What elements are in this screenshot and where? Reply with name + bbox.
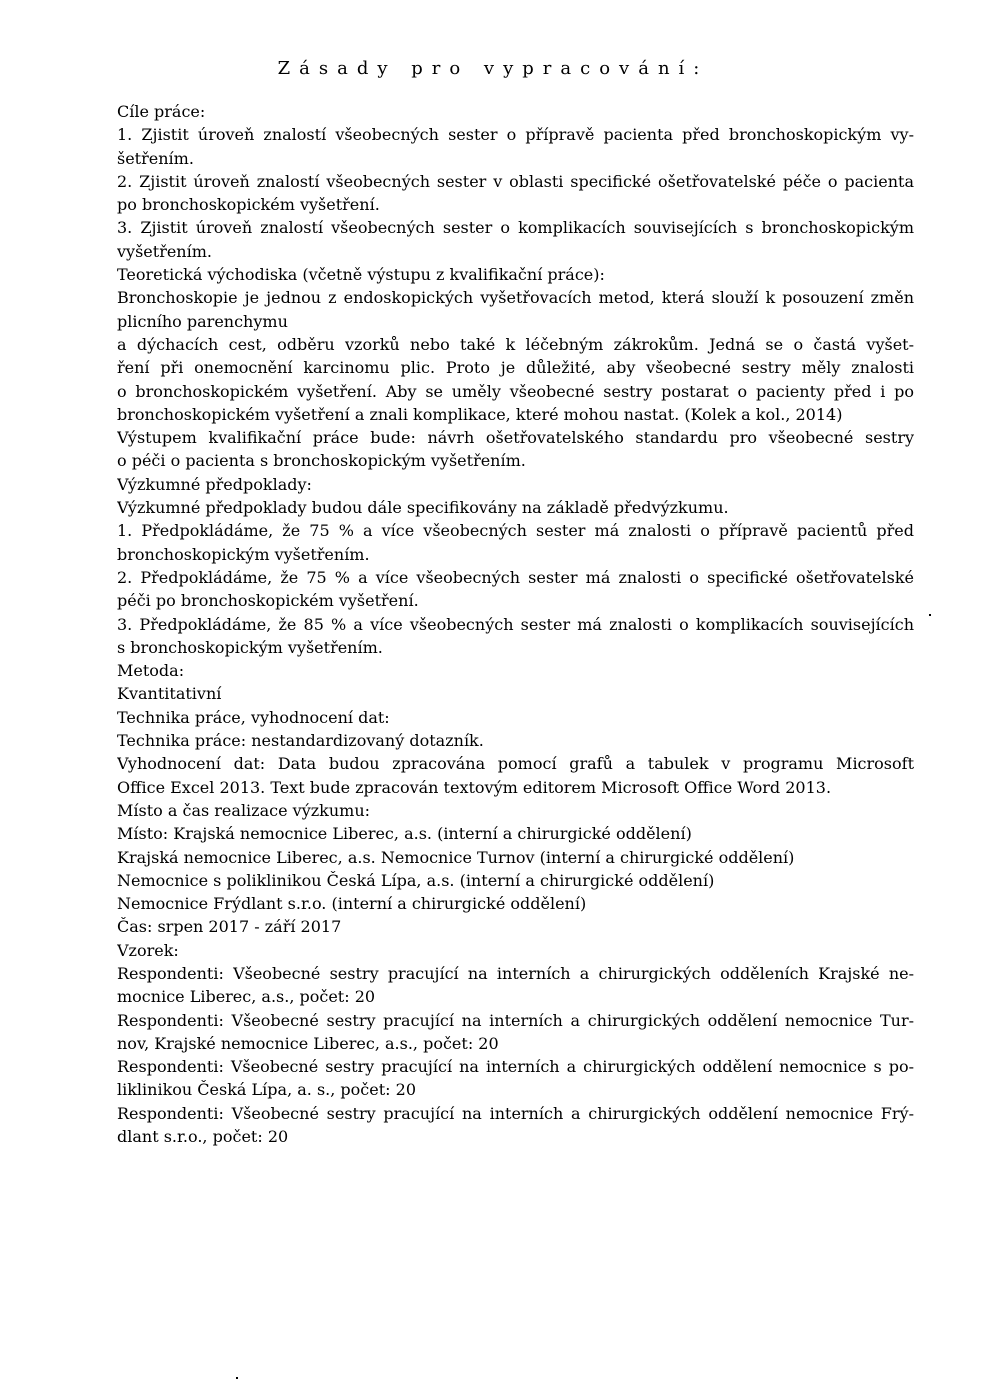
text-line: Metoda: [117, 661, 185, 681]
page-heading: Zásady pro vypracování: [277, 58, 709, 79]
text-line: Místo: Krajská nemocnice Liberec, a.s. (interní a chirurgické oddělení) [117, 824, 692, 844]
text-line: a dýchacích cest, odběru vzorků nebo také k léčebným zákrokům. Jedná se o častá vyšet- [117, 334, 914, 354]
text-line: péči po bronchoskopickém vyšetření. [117, 591, 419, 611]
text-line: Vyhodnocení dat: Data budou zpracována pomocí grafů a tabulek v programu Microsoft [117, 754, 914, 774]
text-line: mocnice Liberec, a.s., počet: 20 [117, 987, 376, 1007]
scan-speck [236, 1377, 238, 1379]
text-line: bronchoskopickém vyšetření a znali komplikace, které mohou nastat. (Kolek a kol., 2014) [117, 404, 843, 424]
text-line: 3. Předpokládáme, že 85 % a více všeobecných sester má znalosti o komplikacích souvisejících [117, 614, 914, 634]
text-line: 2. Zjistit úroveň znalostí všeobecných sester v oblasti specifické ošetřovatelské péče o pacienta [117, 171, 914, 191]
text-line: Výzkumné předpoklady: [117, 474, 312, 494]
text-line: bronchoskopickým vyšetřením. [117, 544, 370, 564]
text-line: Respondenti: Všeobecné sestry pracující na interních a chirurgických oddělení nemocnice Frý- [117, 1103, 914, 1123]
text-line: 3. Zjistit úroveň znalostí všeobecných sester o komplikacích souvisejících s bronchoskopickým [117, 218, 914, 238]
text-line: 2. Předpokládáme, že 75 % a více všeobecných sester má znalosti o specifické ošetřovatelské [117, 567, 914, 587]
text-line: Cíle práce: [117, 102, 206, 121]
text-line: Výstupem kvalifikační práce bude: návrh ošetřovatelského standardu pro všeobecné sestry [117, 428, 914, 448]
text-line: vyšetřením. [117, 241, 212, 261]
text-line: 1. Zjistit úroveň znalostí všeobecných sester o přípravě pacienta před bronchoskopickým vy- [117, 125, 914, 145]
scan-speck [929, 614, 931, 616]
text-line: Teoretická východiska (včetně výstupu z kvalifikační práce): [117, 265, 605, 285]
text-line: Respondenti: Všeobecné sestry pracující na interních a chirurgických oddělení nemocnice s po- [117, 1057, 914, 1077]
text-line: 1. Předpokládáme, že 75 % a více všeobecných sester má znalosti o přípravě pacientů před [117, 521, 914, 541]
text-line: šetřením. [117, 148, 194, 168]
text-line: Místo a čas realizace výzkumu: [117, 800, 371, 820]
text-line: Bronchoskopie je jednou z endoskopických vyšetřovacích metod, která slouží k posouzení změn [117, 288, 914, 308]
text-line: Čas: srpen 2017 - září 2017 [117, 917, 342, 937]
document-body [117, 100, 914, 1148]
text-line: Respondenti: Všeobecné sestry pracující na interních a chirurgických odděleních Krajské ne- [117, 963, 914, 983]
text-line: Nemocnice s poliklinikou Česká Lípa, a.s. (interní a chirurgické oddělení) [117, 870, 715, 890]
text-line: po bronchoskopickém vyšetření. [117, 195, 380, 215]
text-line: liklinikou Česká Lípa, a. s., počet: 20 [117, 1080, 416, 1100]
text-line: Kvantitativní [117, 684, 222, 704]
text-line: Krajská nemocnice Liberec, a.s. Nemocnice Turnov (interní a chirurgické oddělení) [117, 847, 795, 867]
text-line: Technika práce: nestandardizovaný dotazník. [117, 731, 484, 751]
text-line: s bronchoskopickým vyšetřením. [117, 637, 383, 657]
text-line: Respondenti: Všeobecné sestry pracující na interních a chirurgických oddělení nemocnice Tur- [117, 1010, 914, 1030]
text-line: Výzkumné předpoklady budou dále specifikovány na základě předvýzkumu. [117, 498, 729, 518]
text-line: plicního parenchymu [117, 311, 288, 331]
text-line: Technika práce, vyhodnocení dat: [117, 707, 390, 727]
text-line: ření při onemocnění karcinomu plic. Proto je důležité, aby všeobecné sestry měly znalosti [117, 358, 914, 378]
text-line: nov, Krajské nemocnice Liberec, a.s., počet: 20 [117, 1033, 499, 1053]
text-line: o bronchoskopickém vyšetření. Aby se uměly všeobecné sestry postarat o pacienty před i po [117, 381, 914, 401]
text-line: o péči o pacienta s bronchoskopickým vyšetřením. [117, 451, 526, 471]
text-line: dlant s.r.o., počet: 20 [117, 1127, 289, 1147]
text-line: Office Excel 2013. Text bude zpracován textovým editorem Microsoft Office Word 2013. [117, 777, 832, 797]
text-line: Vzorek: [117, 940, 179, 960]
text-line: Nemocnice Frýdlant s.r.o. (interní a chirurgické oddělení) [117, 894, 587, 914]
